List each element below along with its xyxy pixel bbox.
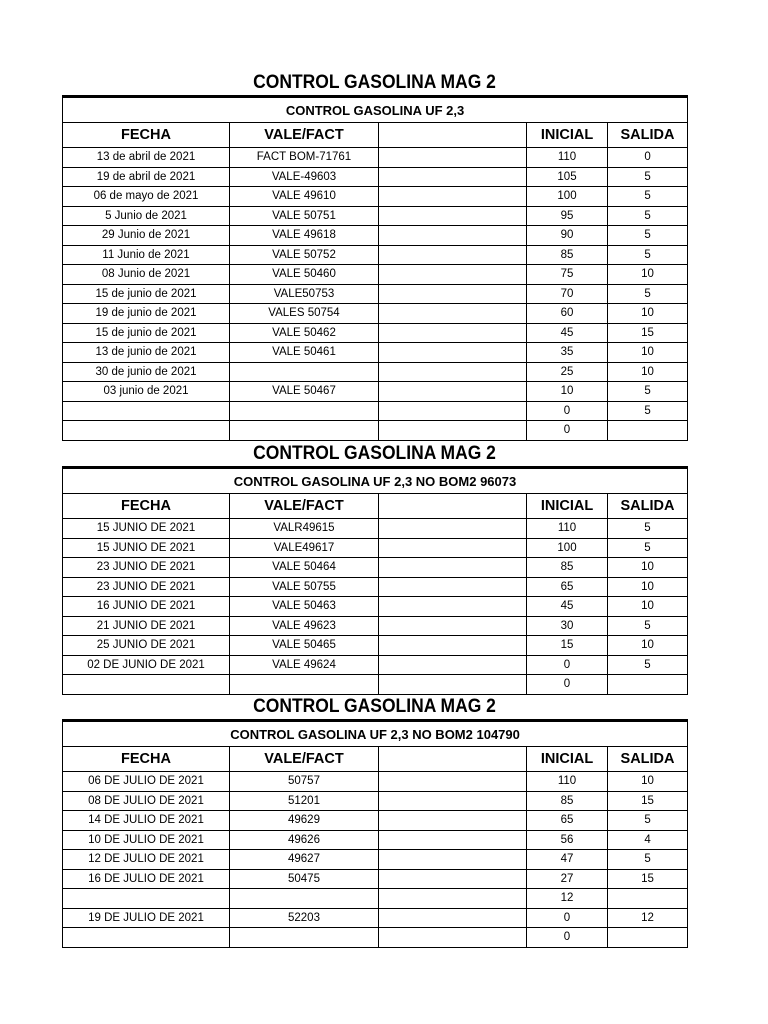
blank-cell (379, 148, 527, 168)
salida-cell: 5 (608, 655, 688, 675)
table-row (63, 869, 688, 889)
inicial-cell: 0 (527, 908, 608, 928)
vale-fact-cell: 50757 (230, 772, 379, 792)
salida-header: SALIDA (608, 747, 688, 772)
fecha-cell: 13 de junio de 2021 (63, 343, 230, 363)
table-row (63, 577, 688, 597)
table-row (63, 908, 688, 928)
table-row (63, 772, 688, 792)
salida-cell: 10 (608, 636, 688, 656)
blank-cell (379, 772, 527, 792)
vale-fact-cell: VALE 50467 (230, 382, 379, 402)
vale-fact-cell: 49629 (230, 811, 379, 831)
vale-fact-cell (230, 889, 379, 909)
fecha-cell: 16 DE JULIO DE 2021 (63, 869, 230, 889)
fecha-cell: 08 Junio de 2021 (63, 265, 230, 285)
inicial-cell: 45 (527, 323, 608, 343)
table-row (63, 830, 688, 850)
inicial-cell: 60 (527, 304, 608, 324)
fecha-cell: 19 de junio de 2021 (63, 304, 230, 324)
fecha-cell: 08 DE JULIO DE 2021 (63, 791, 230, 811)
salida-cell: 5 (608, 538, 688, 558)
salida-cell: 10 (608, 577, 688, 597)
vale-fact-cell: VALE 49623 (230, 616, 379, 636)
fecha-cell: 16 JUNIO DE 2021 (63, 597, 230, 617)
vale-fact-cell (230, 362, 379, 382)
section-title: CONTROL GASOLINA MAG 2 (253, 443, 496, 464)
fecha-cell (63, 928, 230, 948)
table-row (63, 167, 688, 187)
blank-cell (379, 187, 527, 207)
inicial-header: INICIAL (527, 747, 608, 772)
vale-fact-cell: 50475 (230, 869, 379, 889)
table-row (63, 187, 688, 207)
vale-fact-cell: VALE49617 (230, 538, 379, 558)
inicial-cell: 75 (527, 265, 608, 285)
fecha-cell: 30 de junio de 2021 (63, 362, 230, 382)
table-row (63, 284, 688, 304)
blank-cell (379, 245, 527, 265)
table-subtitle: CONTROL GASOLINA UF 2,3 NO BOM2 96073 (63, 468, 688, 494)
blank-cell (379, 850, 527, 870)
blank-cell (379, 167, 527, 187)
table-row (63, 791, 688, 811)
salida-cell: 5 (608, 616, 688, 636)
fecha-cell: 12 DE JULIO DE 2021 (63, 850, 230, 870)
table-row (63, 811, 688, 831)
blank-cell (379, 830, 527, 850)
table-row (63, 304, 688, 324)
fuel-table (62, 719, 688, 948)
fecha-cell: 02 DE JUNIO DE 2021 (63, 655, 230, 675)
fecha-header: FECHA (63, 494, 230, 519)
inicial-cell: 95 (527, 206, 608, 226)
inicial-cell: 85 (527, 791, 608, 811)
salida-cell: 10 (608, 772, 688, 792)
fecha-cell: 06 de mayo de 2021 (63, 187, 230, 207)
inicial-cell: 10 (527, 382, 608, 402)
inicial-cell: 0 (527, 928, 608, 948)
salida-cell (608, 421, 688, 441)
blank-header (379, 494, 527, 519)
control-section (62, 695, 687, 948)
vale-fact-cell: 49626 (230, 830, 379, 850)
vale-fact-cell: 51201 (230, 791, 379, 811)
table-row (63, 148, 688, 168)
inicial-header: INICIAL (527, 494, 608, 519)
vale-fact-cell: VALE 50752 (230, 245, 379, 265)
table-row (63, 226, 688, 246)
blank-cell (379, 889, 527, 909)
salida-header: SALIDA (608, 494, 688, 519)
vale-fact-cell (230, 401, 379, 421)
table-row (63, 655, 688, 675)
salida-cell: 10 (608, 343, 688, 363)
blank-cell (379, 401, 527, 421)
vale-fact-cell: VALE 50465 (230, 636, 379, 656)
blank-cell (379, 519, 527, 539)
fecha-cell: 03 junio de 2021 (63, 382, 230, 402)
vale-fact-cell: VALE 50464 (230, 558, 379, 578)
fecha-cell: 29 Junio de 2021 (63, 226, 230, 246)
table-row (63, 558, 688, 578)
blank-cell (379, 928, 527, 948)
blank-cell (379, 655, 527, 675)
vale-fact-cell: VALE 50751 (230, 206, 379, 226)
table-row (63, 362, 688, 382)
blank-cell (379, 811, 527, 831)
salida-cell: 0 (608, 148, 688, 168)
inicial-header: INICIAL (527, 123, 608, 148)
fecha-cell (63, 889, 230, 909)
inicial-cell: 70 (527, 284, 608, 304)
vale-fact-cell: VALR49615 (230, 519, 379, 539)
table-row (63, 675, 688, 695)
salida-cell: 5 (608, 850, 688, 870)
section-title: CONTROL GASOLINA MAG 2 (253, 696, 496, 717)
blank-cell (379, 226, 527, 246)
salida-cell: 5 (608, 206, 688, 226)
salida-cell (608, 928, 688, 948)
vale-fact-cell (230, 421, 379, 441)
vale-fact-cell: VALE-49603 (230, 167, 379, 187)
salida-cell: 5 (608, 284, 688, 304)
vale-fact-cell: 52203 (230, 908, 379, 928)
inicial-cell: 30 (527, 616, 608, 636)
vale-fact-cell: VALES 50754 (230, 304, 379, 324)
blank-header (379, 747, 527, 772)
table-row (63, 206, 688, 226)
fecha-cell (63, 421, 230, 441)
vale-fact-cell: VALE 50461 (230, 343, 379, 363)
fuel-table (62, 466, 688, 695)
inicial-cell: 100 (527, 538, 608, 558)
inicial-cell: 0 (527, 675, 608, 695)
fecha-header: FECHA (63, 747, 230, 772)
salida-cell: 12 (608, 908, 688, 928)
blank-cell (379, 791, 527, 811)
section-title: CONTROL GASOLINA MAG 2 (253, 72, 496, 93)
inicial-cell: 110 (527, 772, 608, 792)
table-row (63, 245, 688, 265)
fecha-cell (63, 675, 230, 695)
salida-cell: 5 (608, 245, 688, 265)
inicial-cell: 45 (527, 597, 608, 617)
table-row (63, 616, 688, 636)
salida-cell: 5 (608, 811, 688, 831)
inicial-cell: 85 (527, 245, 608, 265)
blank-cell (379, 343, 527, 363)
table-row (63, 382, 688, 402)
inicial-cell: 25 (527, 362, 608, 382)
table-header-row (63, 123, 688, 148)
table-subtitle: CONTROL GASOLINA UF 2,3 (63, 97, 688, 123)
vale-fact-header: VALE/FACT (230, 494, 379, 519)
vale-fact-header: VALE/FACT (230, 747, 379, 772)
fecha-cell: 15 de junio de 2021 (63, 284, 230, 304)
table-header-row (63, 494, 688, 519)
salida-cell: 5 (608, 187, 688, 207)
vale-fact-cell (230, 675, 379, 695)
vale-fact-cell: VALE50753 (230, 284, 379, 304)
inicial-cell: 65 (527, 577, 608, 597)
salida-cell: 15 (608, 323, 688, 343)
fecha-cell: 06 DE JULIO DE 2021 (63, 772, 230, 792)
blank-cell (379, 323, 527, 343)
blank-cell (379, 636, 527, 656)
fuel-table (62, 95, 688, 441)
table-row (63, 538, 688, 558)
blank-cell (379, 616, 527, 636)
blank-cell (379, 597, 527, 617)
inicial-cell: 27 (527, 869, 608, 889)
blank-cell (379, 538, 527, 558)
inicial-cell: 0 (527, 401, 608, 421)
fecha-header: FECHA (63, 123, 230, 148)
table-subtitle: CONTROL GASOLINA UF 2,3 NO BOM2 104790 (63, 721, 688, 747)
inicial-cell: 110 (527, 148, 608, 168)
vale-fact-cell: VALE 50462 (230, 323, 379, 343)
blank-cell (379, 869, 527, 889)
vale-fact-cell: VALE 49624 (230, 655, 379, 675)
fecha-cell: 15 JUNIO DE 2021 (63, 519, 230, 539)
salida-cell: 10 (608, 558, 688, 578)
inicial-cell: 65 (527, 811, 608, 831)
blank-cell (379, 421, 527, 441)
salida-cell: 5 (608, 382, 688, 402)
inicial-cell: 47 (527, 850, 608, 870)
table-row (63, 928, 688, 948)
salida-header: SALIDA (608, 123, 688, 148)
salida-cell (608, 675, 688, 695)
table-row (63, 401, 688, 421)
blank-cell (379, 265, 527, 285)
table-row (63, 597, 688, 617)
vale-fact-header: VALE/FACT (230, 123, 379, 148)
table-header-row (63, 747, 688, 772)
table-row (63, 323, 688, 343)
table-row (63, 421, 688, 441)
salida-cell: 10 (608, 597, 688, 617)
control-section (62, 71, 687, 441)
salida-cell: 5 (608, 167, 688, 187)
blank-cell (379, 577, 527, 597)
vale-fact-cell: VALE 50755 (230, 577, 379, 597)
fecha-cell: 19 de abril de 2021 (63, 167, 230, 187)
fecha-cell: 25 JUNIO DE 2021 (63, 636, 230, 656)
inicial-cell: 35 (527, 343, 608, 363)
blank-cell (379, 675, 527, 695)
table-row (63, 519, 688, 539)
vale-fact-cell: 49627 (230, 850, 379, 870)
inicial-cell: 15 (527, 636, 608, 656)
salida-cell: 5 (608, 401, 688, 421)
table-subtitle-row (63, 468, 688, 494)
salida-cell: 15 (608, 791, 688, 811)
blank-cell (379, 908, 527, 928)
vale-fact-cell: VALE 50460 (230, 265, 379, 285)
blank-cell (379, 382, 527, 402)
table-subtitle-row (63, 721, 688, 747)
fecha-cell: 15 de junio de 2021 (63, 323, 230, 343)
fecha-cell: 23 JUNIO DE 2021 (63, 577, 230, 597)
inicial-cell: 0 (527, 421, 608, 441)
blank-cell (379, 304, 527, 324)
blank-cell (379, 206, 527, 226)
inicial-cell: 90 (527, 226, 608, 246)
table-row (63, 889, 688, 909)
blank-cell (379, 362, 527, 382)
fecha-cell: 13 de abril de 2021 (63, 148, 230, 168)
inicial-cell: 105 (527, 167, 608, 187)
table-row (63, 265, 688, 285)
inicial-cell: 85 (527, 558, 608, 578)
inicial-cell: 12 (527, 889, 608, 909)
salida-cell: 10 (608, 304, 688, 324)
fecha-cell (63, 401, 230, 421)
table-row (63, 850, 688, 870)
fecha-cell: 14 DE JULIO DE 2021 (63, 811, 230, 831)
fecha-cell: 23 JUNIO DE 2021 (63, 558, 230, 578)
vale-fact-cell: VALE 50463 (230, 597, 379, 617)
inicial-cell: 110 (527, 519, 608, 539)
vale-fact-cell: VALE 49618 (230, 226, 379, 246)
salida-cell: 10 (608, 362, 688, 382)
inicial-cell: 100 (527, 187, 608, 207)
salida-cell: 5 (608, 519, 688, 539)
control-section (62, 442, 687, 695)
vale-fact-cell: VALE 49610 (230, 187, 379, 207)
fecha-cell: 15 JUNIO DE 2021 (63, 538, 230, 558)
fecha-cell: 19 DE JULIO DE 2021 (63, 908, 230, 928)
fecha-cell: 10 DE JULIO DE 2021 (63, 830, 230, 850)
salida-cell: 4 (608, 830, 688, 850)
inicial-cell: 0 (527, 655, 608, 675)
salida-cell: 15 (608, 869, 688, 889)
fecha-cell: 5 Junio de 2021 (63, 206, 230, 226)
fecha-cell: 11 Junio de 2021 (63, 245, 230, 265)
blank-header (379, 123, 527, 148)
salida-cell: 10 (608, 265, 688, 285)
salida-cell (608, 889, 688, 909)
fecha-cell: 21 JUNIO DE 2021 (63, 616, 230, 636)
table-subtitle-row (63, 97, 688, 123)
salida-cell: 5 (608, 226, 688, 246)
table-row (63, 636, 688, 656)
vale-fact-cell (230, 928, 379, 948)
inicial-cell: 56 (527, 830, 608, 850)
blank-cell (379, 284, 527, 304)
table-row (63, 343, 688, 363)
blank-cell (379, 558, 527, 578)
vale-fact-cell: FACT BOM-71761 (230, 148, 379, 168)
